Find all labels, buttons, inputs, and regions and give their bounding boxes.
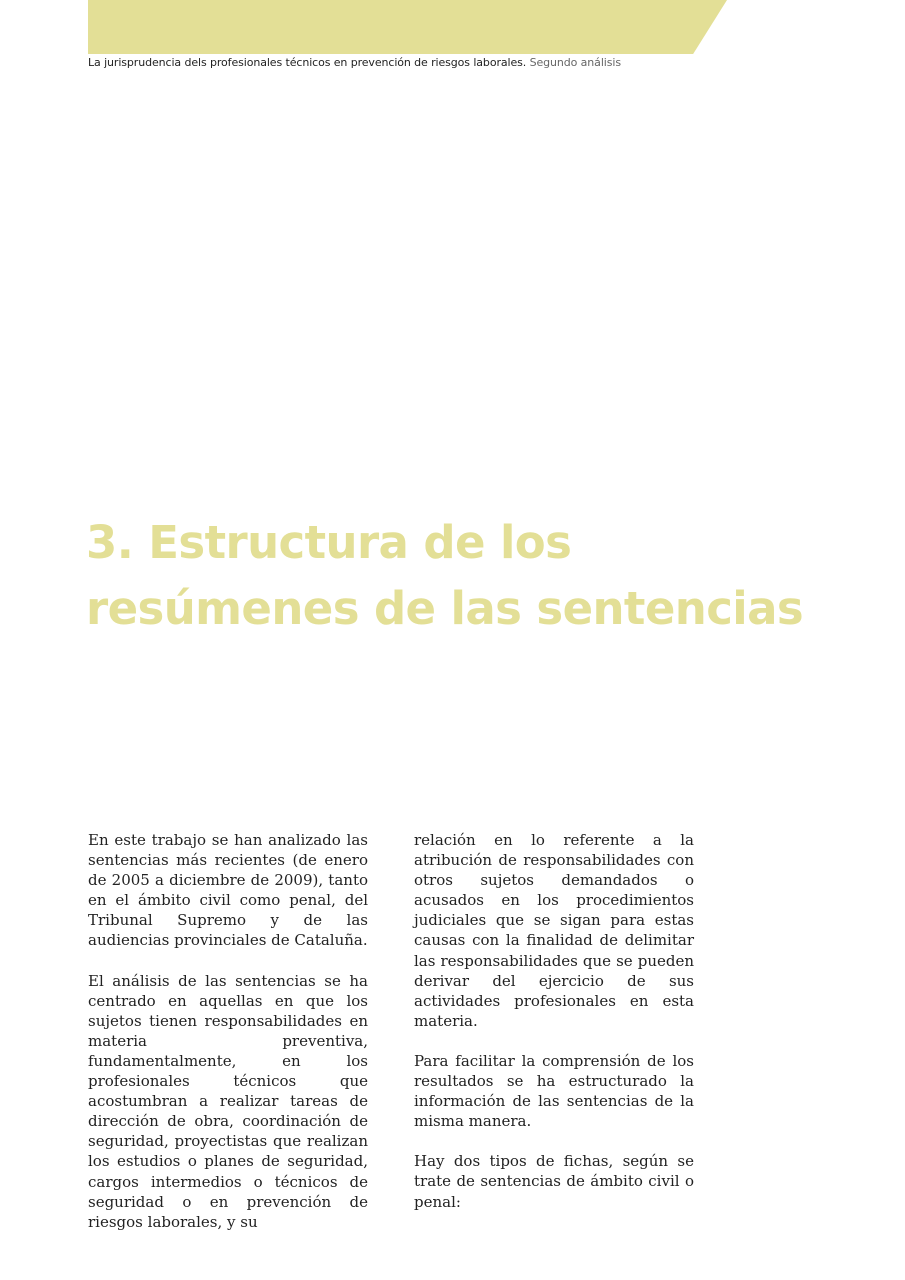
- chapter-title-line-1: 3. Estructura de los: [86, 516, 572, 569]
- paragraph: relación en lo referente a la atribución de responsabilidades con otros sujetos demandados o acusados en los procedimientos judiciales que se sigan para estas causas con la finalidad de delimitar las responsabilidades que se pueden derivar del ejercicio de sus actividades profesionales en esta materia.: [414, 831, 694, 1030]
- running-header-subtitle: Segundo análisis: [529, 56, 621, 69]
- running-header-title: La jurisprudencia dels profesionales técnicos en prevención de riesgos laborales.: [88, 56, 527, 69]
- running-header: [88, 56, 621, 69]
- chapter-title-line-2: resúmenes de las sentencias: [86, 582, 804, 635]
- left-text-column: [88, 830, 368, 1252]
- paragraph: Para facilitar la comprensión de los resultados se ha estructurado la información de las sentencias de la misma manera.: [414, 1051, 694, 1131]
- right-text-column: [414, 830, 694, 1232]
- header-banner: [88, 0, 727, 54]
- paragraph: En este trabajo se han analizado las sentencias más recientes (de enero de 2005 a diciembre de 2009), tanto en el ámbito civil como penal, del Tribunal Supremo y de las audiencias provinciales de Cataluña.: [88, 831, 368, 950]
- chapter-title: [86, 510, 846, 642]
- paragraph: Hay dos tipos de fichas, según se trate de sentencias de ámbito civil o penal:: [414, 1152, 694, 1211]
- paragraph: El análisis de las sentencias se ha centrado en aquellas en que los sujetos tienen responsabilidades en materia preventiva, fundamentalmente, en los profesionales técnicos que acostumbran a realizar tareas de dirección de obra, coordinación de seguridad, proyectistas que realizan los estudios o planes de seguridad, cargos intermedios o técnicos de seguridad o en prevención de riesgos laborales, y su: [88, 971, 368, 1231]
